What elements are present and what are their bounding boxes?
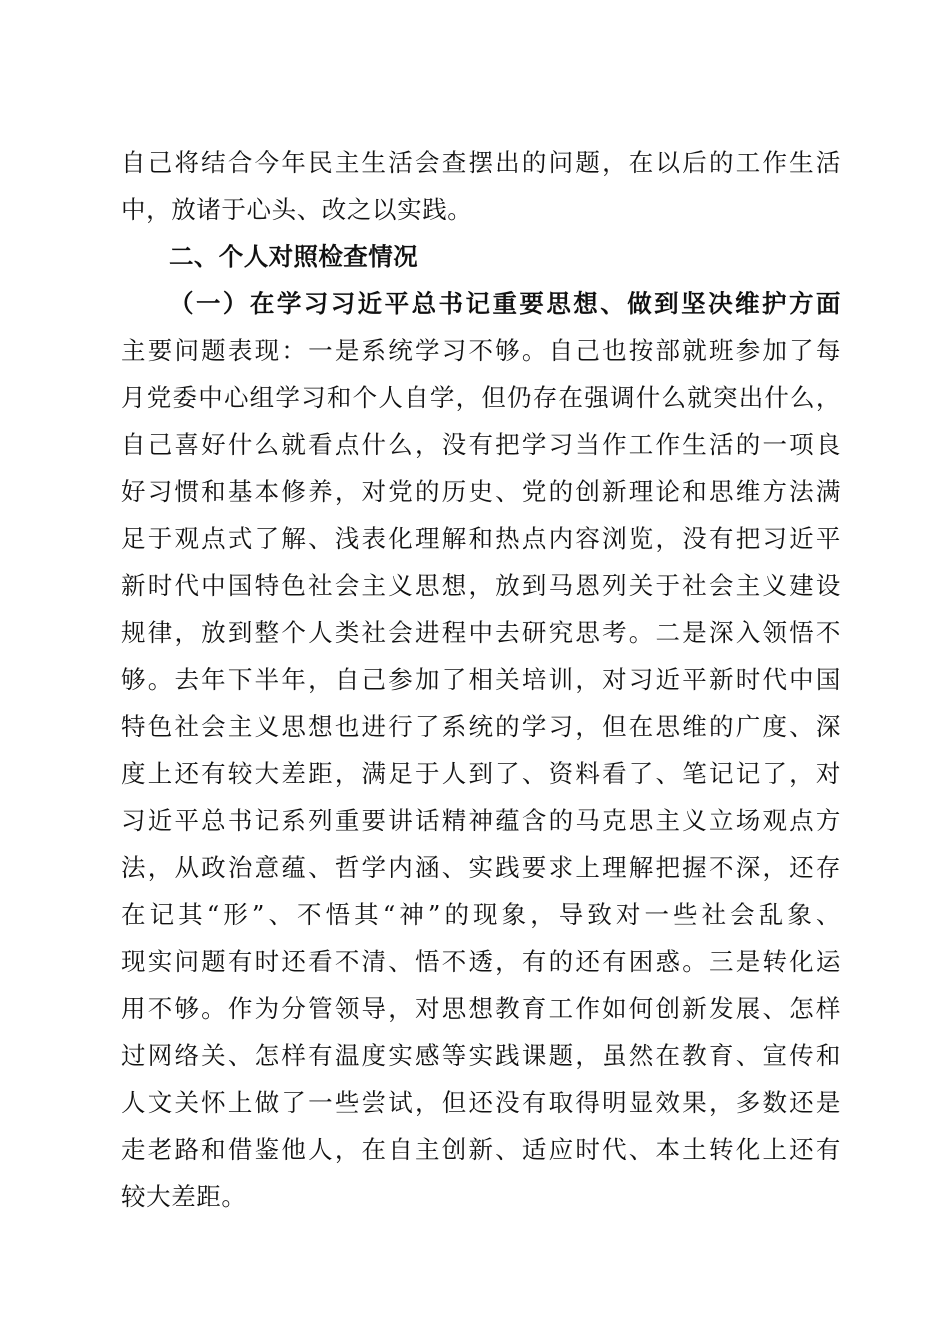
paragraph-line: 主要问题表现：一是系统学习不够。自己也按部就班参加了每 bbox=[121, 336, 841, 365]
paragraph-line: 足于观点式了解、浅表化理解和热点内容浏览，没有把习近平 bbox=[121, 524, 841, 553]
paragraph-line: 特色社会主义思想也进行了系统的学习，但在思维的广度、深 bbox=[121, 712, 841, 741]
paragraph-line: 较大差距。 bbox=[121, 1182, 247, 1211]
paragraph-line: 月党委中心组学习和个人自学，但仍存在强调什么就突出什么， bbox=[121, 383, 841, 412]
paragraph-line: 过网络关、怎样有温度实感等实践课题，虽然在教育、宣传和 bbox=[121, 1041, 841, 1070]
section-heading: 二、个人对照检查情况 bbox=[169, 242, 418, 271]
subsection-heading: （一）在学习习近平总书记重要思想、做到坚决维护方面 bbox=[169, 289, 841, 318]
paragraph-line: 自己将结合今年民主生活会查摆出的问题，在以后的工作生活 bbox=[121, 148, 841, 177]
paragraph-line: 中，放诸于心头、改之以实践。 bbox=[121, 195, 473, 224]
paragraph-line: 够。去年下半年，自己参加了相关培训，对习近平新时代中国 bbox=[121, 665, 841, 694]
paragraph-line: 规律，放到整个人类社会进程中去研究思考。二是深入领悟不 bbox=[121, 618, 841, 647]
paragraph-line: 习近平总书记系列重要讲话精神蕴含的马克思主义立场观点方 bbox=[121, 806, 841, 835]
paragraph-line: 用不够。作为分管领导，对思想教育工作如何创新发展、怎样 bbox=[121, 994, 841, 1023]
paragraph-line: 好习惯和基本修养，对党的历史、党的创新理论和思维方法满 bbox=[121, 477, 841, 506]
paragraph-line: 度上还有较大差距，满足于人到了、资料看了、笔记记了，对 bbox=[121, 759, 841, 788]
paragraph-line: 自己喜好什么就看点什么，没有把学习当作工作生活的一项良 bbox=[121, 430, 841, 459]
paragraph-line: 走老路和借鉴他人，在自主创新、适应时代、本土转化上还有 bbox=[121, 1135, 841, 1164]
paragraph-line: 新时代中国特色社会主义思想，放到马恩列关于社会主义建设 bbox=[121, 571, 841, 600]
paragraph-line: 法，从政治意蕴、哲学内涵、实践要求上理解把握不深，还存 bbox=[121, 853, 841, 882]
paragraph-line: 人文关怀上做了一些尝试，但还没有取得明显效果，多数还是 bbox=[121, 1088, 841, 1117]
paragraph-line: 现实问题有时还看不清、悟不透，有的还有困惑。三是转化运 bbox=[121, 947, 841, 976]
paragraph-line: 在记其“形”、不悟其“神”的现象，导致对一些社会乱象、 bbox=[121, 900, 841, 929]
